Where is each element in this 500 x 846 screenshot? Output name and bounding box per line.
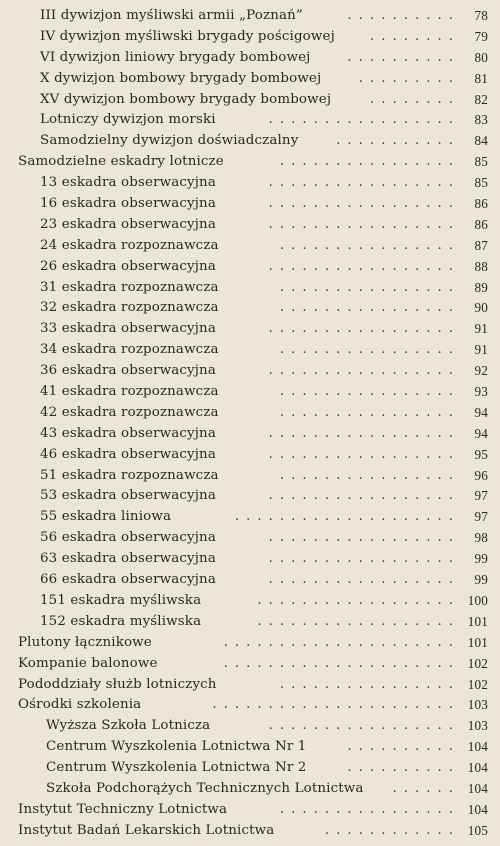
toc-entry-page-number: 85 (474, 154, 488, 170)
toc-entry (0, 445, 500, 466)
dot-leader: ......... (358, 70, 460, 86)
toc-entry-page-number: 95 (474, 446, 488, 462)
toc-entry (0, 6, 500, 27)
toc-entry (0, 236, 500, 257)
toc-entry (0, 779, 500, 800)
toc-entry-page-number: 82 (474, 91, 488, 107)
toc-entry-page-number: 104 (467, 760, 488, 776)
toc-entry (0, 486, 500, 507)
toc-entry-title: 34 eskadra rozpoznawcza (40, 342, 219, 358)
toc-entry-title: Instytut Techniczny Lotnictwa (18, 801, 228, 817)
toc-entry-title: 32 eskadra rozpoznawcza (40, 300, 219, 316)
toc-entry-title: Wyższa Szkoła Lotnicza (46, 718, 211, 734)
toc-entry-page-number: 91 (474, 321, 488, 337)
toc-entry (0, 528, 500, 549)
toc-entry (0, 131, 500, 152)
toc-entry (0, 591, 500, 612)
toc-entry-page-number: 79 (474, 28, 488, 44)
toc-entry-page-number: 96 (474, 467, 488, 483)
toc-entry (0, 570, 500, 591)
dot-leader: ............ (324, 822, 460, 838)
dot-leader: .................. (257, 592, 460, 608)
dot-leader: ................. (268, 718, 460, 734)
toc-entry-title: 16 eskadra obserwacyjna (40, 196, 216, 212)
toc-entry (0, 110, 500, 131)
toc-entry (0, 278, 500, 299)
toc-entry-page-number: 94 (474, 425, 488, 441)
toc-entry-page-number: 104 (467, 801, 488, 817)
toc-entry-title: Kompanie balonowe (18, 655, 158, 671)
toc-entry-title: Szkoła Podchorążych Technicznych Lotnictwa (46, 780, 364, 796)
dot-leader: ................ (279, 154, 460, 170)
toc-entry-title: 31 eskadra rozpoznawcza (40, 279, 219, 295)
toc-entry (0, 340, 500, 361)
dot-leader: ................. (268, 112, 460, 128)
dot-leader: .......... (347, 739, 460, 755)
toc-entry (0, 612, 500, 633)
toc-entry (0, 298, 500, 319)
dot-leader: ................. (268, 321, 460, 337)
toc-entry (0, 403, 500, 424)
toc-entry (0, 654, 500, 675)
toc-entry (0, 48, 500, 69)
dot-leader: ................. (268, 196, 460, 212)
toc-entry-title: 53 eskadra obserwacyjna (40, 488, 216, 504)
dot-leader: ................ (279, 300, 460, 316)
toc-entry-page-number: 105 (467, 822, 488, 838)
toc-entry-title: Ośrodki szkolenia (18, 697, 142, 713)
toc-entry-title: 42 eskadra rozpoznawcza (40, 404, 219, 420)
toc-entry-page-number: 97 (474, 488, 488, 504)
toc-entry-page-number: 80 (474, 49, 488, 65)
dot-leader: ..................... (223, 634, 460, 650)
toc-entry-title: 51 eskadra rozpoznawcza (40, 467, 219, 483)
dot-leader: ................ (279, 801, 460, 817)
toc-entry-page-number: 93 (474, 384, 488, 400)
dot-leader: ................ (279, 467, 460, 483)
toc-entry-title: Centrum Wyszkolenia Lotnictwa Nr 1 (46, 739, 307, 755)
toc-entry-title: 41 eskadra rozpoznawcza (40, 384, 219, 400)
toc-entry-title: Samodzielne eskadry lotnicze (18, 154, 224, 170)
dot-leader: ...... (392, 780, 460, 796)
toc-entry-page-number: 101 (467, 634, 488, 650)
toc-entry (0, 90, 500, 111)
toc-entry (0, 695, 500, 716)
dot-leader: .................... (234, 509, 460, 525)
toc-entry-title: 33 eskadra obserwacyjna (40, 321, 216, 337)
toc-entry-page-number: 99 (474, 551, 488, 567)
toc-entry-page-number: 83 (474, 112, 488, 128)
toc-entry (0, 69, 500, 90)
toc-entry-page-number: 89 (474, 279, 488, 295)
toc-entry (0, 382, 500, 403)
dot-leader: .................. (257, 613, 460, 629)
toc-entry-title: 13 eskadra obserwacyjna (40, 175, 216, 191)
toc-entry-title: 151 eskadra myśliwska (40, 592, 202, 608)
toc-entry-page-number: 92 (474, 363, 488, 379)
toc-entry (0, 319, 500, 340)
dot-leader: ................. (268, 363, 460, 379)
toc-entry (0, 466, 500, 487)
toc-entry-page-number: 100 (467, 592, 488, 608)
toc-entry (0, 27, 500, 48)
dot-leader: ................. (268, 530, 460, 546)
dot-leader: ................ (279, 342, 460, 358)
toc-entry-title: 24 eskadra rozpoznawcza (40, 237, 219, 253)
dot-leader: ................ (279, 384, 460, 400)
toc-entry-page-number: 86 (474, 196, 488, 212)
dot-leader: ................. (268, 551, 460, 567)
toc-entry-page-number: 85 (474, 175, 488, 191)
toc-entry (0, 215, 500, 236)
dot-leader: .......... (347, 760, 460, 776)
toc-entry-page-number: 94 (474, 404, 488, 420)
toc-entry-page-number: 103 (467, 697, 488, 713)
toc-entry (0, 549, 500, 570)
dot-leader: ................. (268, 425, 460, 441)
toc-entry-page-number: 104 (467, 739, 488, 755)
toc-entry (0, 737, 500, 758)
dot-leader: ................ (279, 404, 460, 420)
toc-entry-page-number: 81 (474, 70, 488, 86)
toc-entry-title: X dywizjon bombowy brygady bombowej (40, 70, 322, 86)
toc-entry (0, 507, 500, 528)
toc-entry-title: 43 eskadra obserwacyjna (40, 425, 216, 441)
toc-entry-title: III dywizjon myśliwski armii „Poznań” (40, 8, 303, 23)
dot-leader: ................ (279, 279, 460, 295)
dot-leader: ................. (268, 258, 460, 274)
toc-entry-page-number: 103 (467, 718, 488, 734)
toc-entry (0, 821, 500, 842)
toc-entry-page-number: 90 (474, 300, 488, 316)
toc-entry-title: 63 eskadra obserwacyjna (40, 551, 216, 567)
dot-leader: ................. (268, 446, 460, 462)
toc-entry-title: Plutony łącznikowe (18, 634, 152, 650)
toc-entry (0, 173, 500, 194)
toc-entry-title: 23 eskadra obserwacyjna (40, 216, 216, 232)
toc-entry-page-number: 101 (467, 613, 488, 629)
dot-leader: ................. (268, 175, 460, 191)
dot-leader: ........ (369, 28, 460, 44)
dot-leader: ................. (268, 572, 460, 588)
toc-entry-title: VI dywizjon liniowy brygady bombowej (40, 49, 311, 65)
table-of-contents (0, 6, 500, 842)
toc-entry (0, 361, 500, 382)
toc-entry-page-number: 99 (474, 572, 488, 588)
toc-entry-title: 36 eskadra obserwacyjna (40, 363, 216, 379)
toc-entry-title: XV dywizjon bombowy brygady bombowej (40, 91, 332, 107)
toc-entry-title: IV dywizjon myśliwski brygady pościgowej (40, 28, 335, 44)
toc-entry-title: Instytut Badań Lekarskich Lotnictwa (18, 822, 275, 838)
dot-leader: .......... (347, 8, 460, 23)
toc-entry-page-number: 86 (474, 216, 488, 232)
toc-entry (0, 633, 500, 654)
toc-entry-title: 66 eskadra obserwacyjna (40, 572, 216, 588)
dot-leader: ................ (279, 237, 460, 253)
dot-leader: ...................... (212, 697, 460, 713)
toc-entry-title: Samodzielny dywizjon doświadczalny (40, 133, 299, 149)
toc-entry (0, 675, 500, 696)
toc-entry-title: Pododdziały służb lotniczych (18, 676, 217, 692)
dot-leader: .......... (347, 49, 460, 65)
toc-entry-page-number: 91 (474, 342, 488, 358)
toc-entry-title: 56 eskadra obserwacyjna (40, 530, 216, 546)
dot-leader: ................ (279, 676, 460, 692)
dot-leader: ................. (268, 216, 460, 232)
toc-entry (0, 257, 500, 278)
dot-leader: ........ (369, 91, 460, 107)
toc-entry-page-number: 104 (467, 780, 488, 796)
toc-entry (0, 194, 500, 215)
toc-entry-title: 152 eskadra myśliwska (40, 613, 202, 629)
dot-leader: ..................... (223, 655, 460, 671)
toc-entry-page-number: 87 (474, 237, 488, 253)
toc-entry-page-number: 88 (474, 258, 488, 274)
toc-entry (0, 716, 500, 737)
toc-entry-title: 46 eskadra obserwacyjna (40, 446, 216, 462)
toc-entry (0, 800, 500, 821)
toc-entry-title: Centrum Wyszkolenia Lotnictwa Nr 2 (46, 760, 307, 776)
toc-entry-title: Lotniczy dywizjon morski (40, 112, 216, 128)
toc-entry-page-number: 102 (467, 676, 488, 692)
toc-entry-title: 55 eskadra liniowa (40, 509, 172, 525)
toc-entry-page-number: 102 (467, 655, 488, 671)
dot-leader: ................. (268, 488, 460, 504)
toc-entry (0, 152, 500, 173)
dot-leader: ........... (336, 133, 460, 149)
toc-entry (0, 758, 500, 779)
toc-entry-page-number: 84 (474, 133, 488, 149)
toc-entry-title: 26 eskadra obserwacyjna (40, 258, 216, 274)
toc-entry-page-number: 98 (474, 530, 488, 546)
toc-entry-page-number: 78 (474, 8, 488, 23)
toc-entry (0, 424, 500, 445)
toc-entry-page-number: 97 (474, 509, 488, 525)
